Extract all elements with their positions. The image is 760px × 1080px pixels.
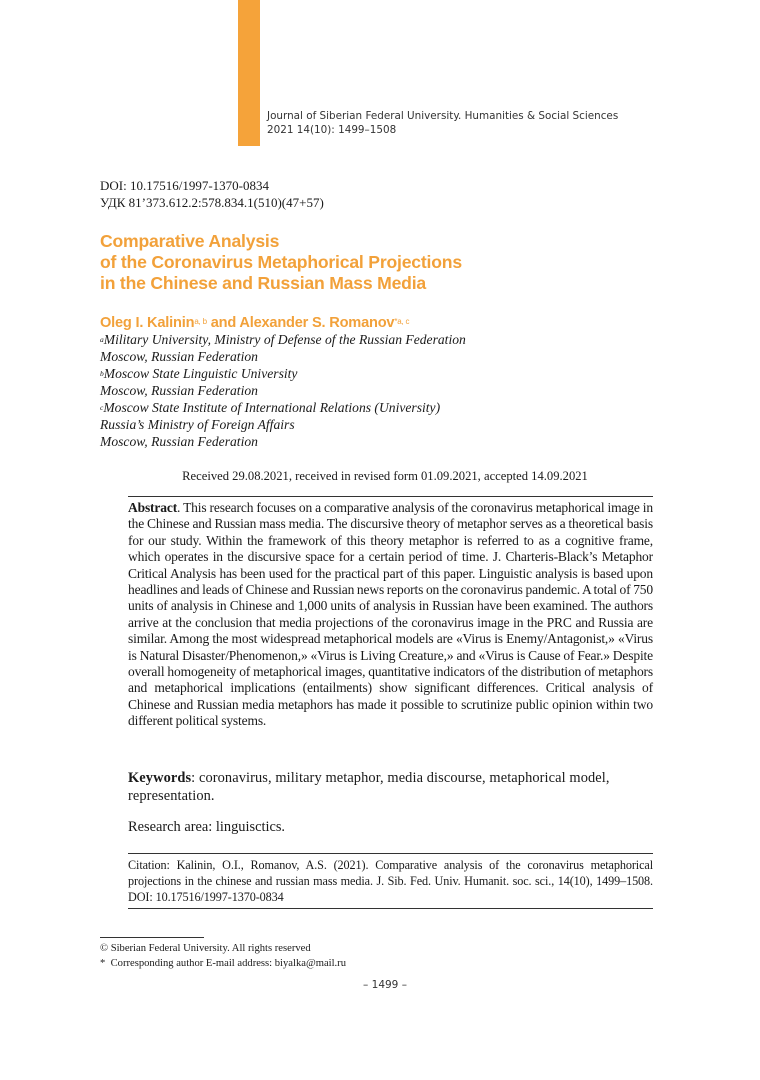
title-line: of the Coronavirus Metaphorical Projections [100,252,462,272]
author-affiliation-marks: a, b [194,317,207,326]
citation: Citation: Kalinin, O.I., Romanov, A.S. (2021). Comparative analysis of the coronavirus metaphorical projections in the chinese and russian mass media. J. Sib. Fed. Univ. Humanit. soc. sci., 14(10), 1499–1508. DOI: 10.17516/1997-1370-0834 [128,858,653,904]
affiliation-line [100,331,660,348]
affiliation-mark: b [100,369,104,378]
footnotes [100,941,660,971]
affiliation-line [100,348,660,365]
keywords [128,769,653,805]
affiliation-line [100,399,660,416]
affiliation-text: Moscow, Russian Federation [100,383,258,398]
keywords-text: : coronavirus, military metaphor, media discourse, metaphorical model, representation. [128,770,610,804]
citation-top-rule [128,853,653,854]
affiliations [100,331,660,450]
abstract-label: Abstract [128,500,178,515]
footnote-rule [100,937,204,938]
research-area: Research area: linguisctics. [128,819,286,835]
authors [100,314,409,332]
journal-header [267,110,687,137]
affiliation-text: Military University, Ministry of Defense of the Russian Federation [103,332,466,347]
received-dates: Received 29.08.2021, received in revised form 01.09.2021, accepted 14.09.2021 [182,469,588,483]
title-line: in the Chinese and Russian Mass Media [100,273,426,293]
journal-issue: 2021 14(10): 1499–1508 [267,123,397,136]
citation-bottom-rule [128,908,653,909]
abstract [128,500,653,730]
journal-accent-bar [238,0,260,146]
affiliation-mark: a [100,335,104,344]
article-title [100,231,660,294]
abstract-text: . This research focuses on a comparative analysis of the coronavirus metaphorical image in the Chinese and Russian mass media. The discursive theory of metaphor serves as a theoretical basis for our study. Within the framework of this theory metaphor is referred to as a cognitive frame, which operates in the discursive space for a certain period of time. J. Charteris-Black’s Metaphor Critical Analysis has been used for the practical part of this paper. Linguistic analysis is based upon headlines and leads of Chinese and Russian news reports on the coronavirus pandemic. A total of 750 units of analysis in Chinese and 1,000 units of analysis in Russian have been examined. The authors arrive at the conclusion that media projections of the coronavirus image in the PRC and Russia are similar. Among the most widespread metaphorical models are «Virus is Enemy/Antagonist,» «Virus is Natural Disaster/Phenomenon,» «Virus is Living Creature,» and «Virus is Cause of Fear.» Despite overall homogeneity of metaphorical images, quantitative indicators of the distribution of metaphors and metaphorical implications (entailments) show significant differences. Critical analysis of Chinese and Russian media metaphors has made it possible to scrutinize public opinion within two different political systems. [128,500,653,729]
udk: УДК 81’373.612.2:578.834.1(510)(47+57) [100,195,324,210]
affiliation-text: Moscow State Linguistic University [103,366,298,381]
affiliation-text: Moscow, Russian Federation [100,434,258,449]
affiliation-line [100,365,660,382]
affiliation-line [100,416,660,433]
affiliation-line [100,382,660,399]
corresponding-author-note: * Corresponding author E-mail address: biyalka@mail.ru [100,958,346,969]
page-number: – 1499 – [363,979,407,991]
copyright-note: © Siberian Federal University. All rights reserved [100,943,311,954]
affiliation-mark: c [100,403,104,412]
author-name: Oleg I. Kalinin [100,315,195,331]
journal-name: Journal of Siberian Federal University. Humanities & Social Sciences [267,110,619,122]
author-affiliation-marks: *a, c [394,317,410,326]
affiliation-line [100,433,660,450]
doi: DOI: 10.17516/1997-1370-0834 [100,178,269,193]
author-name: Alexander S. Romanov [239,315,395,331]
identifiers [100,177,324,211]
affiliation-text: Moscow State Institute of International Relations (University) [103,400,441,415]
keywords-label: Keywords [128,770,192,786]
title-line: Comparative Analysis [100,231,280,251]
abstract-top-rule [128,496,653,497]
affiliation-text: Moscow, Russian Federation [100,349,258,364]
author-conjunction: and [206,315,240,331]
affiliation-text: Russia’s Ministry of Foreign Affairs [100,417,295,432]
